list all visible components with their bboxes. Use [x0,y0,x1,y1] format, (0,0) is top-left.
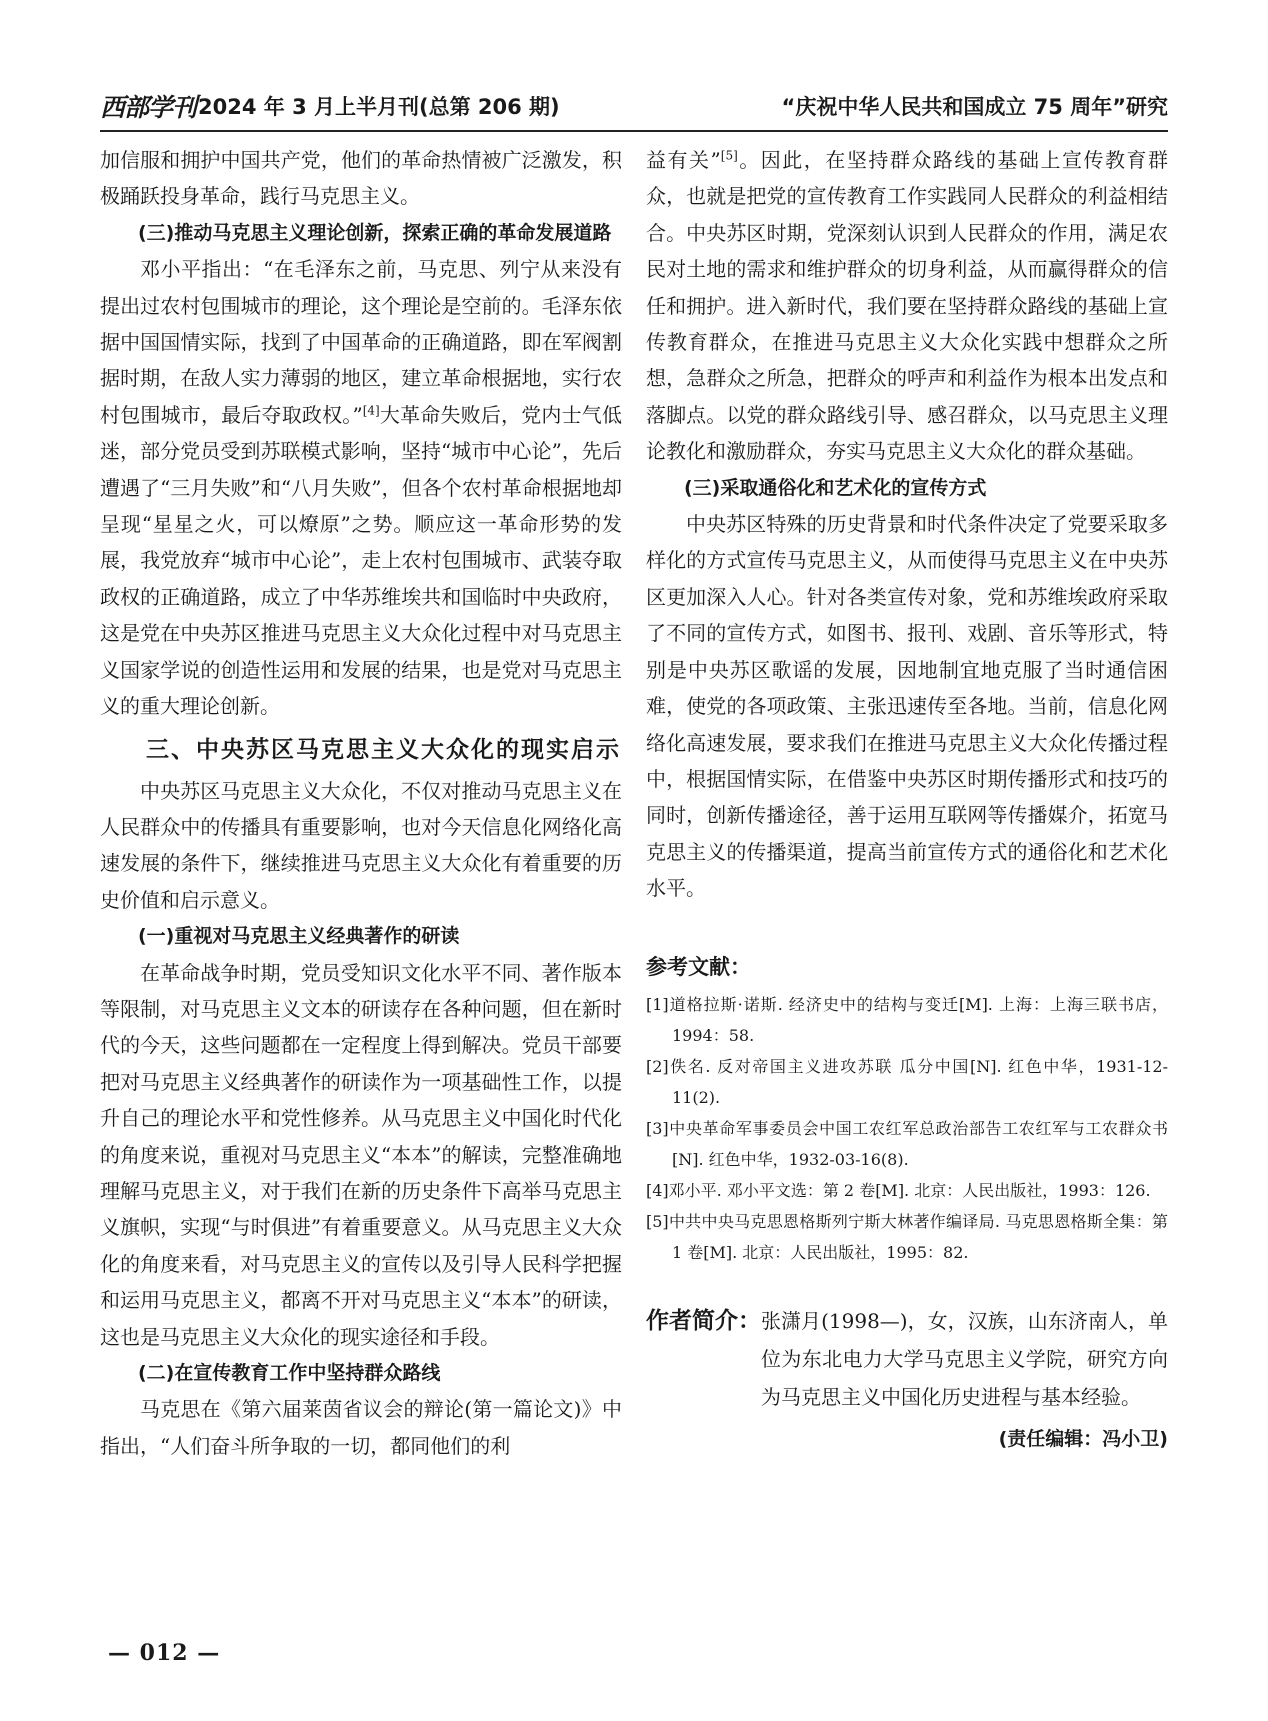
subsection-heading: (一)重视对马克思主义经典著作的研读 [138,925,460,948]
paragraph-text: 邓小平指出：“在毛泽东之前，马克思、列宁从来没有提出过农村包围城市的理论，这个理论是空前的。毛泽东依据中国国情实际，找到了中国革命的正确道路，即在军阀割据时期，在敌人实力薄弱的地区，建立革命根据地，实行农村包围城市，最后夺取政权。” [100,257,622,427]
paragraph [100,251,622,724]
reference-item: [1]道格拉斯·诺斯. 经济史中的结构与变迁[M]. 上海：上海三联书店，1994：58. [646,994,1168,1045]
section-heading: 三、中央苏区马克思主义大众化的现实启示 [146,736,621,763]
author-bio-label: 作者简介： [646,1307,761,1334]
reference-item: [5]中共中央马克思恩格斯列宁斯大林著作编译局. 马克思恩格斯全集：第 1 卷[M]. 北京：人民出版社，1995：82. [646,1211,1168,1262]
subsection-heading: (三)采取通俗化和艺术化的宣传方式 [684,476,987,499]
citation: [4] [362,403,380,418]
paragraph-text: 大革命失败后，党内士气低迷，部分党员受到苏联模式影响，坚持“城市中心论”，先后遭遇了“三月失败”和“八月失败”，但各个农村革命根据地却呈现“星星之火，可以燎原”之势。顺应这一革命形势的发展，我党放弃“城市中心论”，走上农村包围城市、武装夺取政权的正确道路，成立了中华苏维埃共和国临时中央政府，这是党在中央苏区推进马克思主义大众化过程中对马克思主义国家学说的创造性运用和发展的结果，也是党对马克思主义的重大理论创新。 [100,402,622,719]
journal-logo: 西部学刊 [100,93,197,122]
paragraph: 马克思在《第六届莱茵省议会的辩论(第一篇论文)》中指出，“人们奋斗所争取的一切，都同他们的利 [100,1397,622,1458]
page-number: — 012 — [108,1640,221,1666]
paragraph: 中央苏区特殊的历史背景和时代条件决定了党要采取多样化的方式宣传马克思主义，从而使得马克思主义在中央苏区更加深入人心。针对各类宣传对象，党和苏维埃政府采取了不同的宣传方式，如图书、报刊、戏剧、音乐等形式，特别是中央苏区歌谣的发展，因地制宜地克服了当时通信困难，使党的各项政策、主张迅速传至各地。当前，信息化网络化高速发展，要求我们在推进马克思主义大众化传播过程中，根据国情实际，在借鉴中央苏区时期传播形式和技巧的同时，创新传播途径，善于运用互联网等传播媒介，拓宽马克思主义的传播渠道，提高当前宣传方式的通俗化和艺术化水平。 [646,512,1168,901]
reference-item: [3]中央革命军事委员会中国工农红军总政治部告工农红军与工农群众书[N]. 红色中华，1932-03-16(8). [646,1118,1168,1169]
paragraph-text: 益有关” [646,148,721,172]
right-column [646,142,1168,1456]
paragraph: 在革命战争时期，党员受知识文化水平不同、著作版本等限制，对马克思主义文本的研读存在各种问题，但在新时代的今天，这些问题都在一定程度上得到解决。党员干部要把对马克思主义经典著作的研读作为一项基础性工作，以提升自己的理论水平和党性修养。从马克思主义中国化时代化的角度来说，重视对马克思主义“本本”的解读，完整准确地理解马克思主义，对于我们在新的历史条件下高举马克思主义旗帜，实现“与时俱进”有着重要意义。从马克思主义大众化的角度来看，对马克思主义的宣传以及引导人民科学把握和运用马克思主义，都离不开对马克思主义“本本”的研读，这也是马克思主义大众化的现实途径和手段。 [100,960,622,1349]
reference-item: [4]邓小平. 邓小平文选：第 2 卷[M]. 北京：人民出版社，1993：126. [646,1180,1151,1200]
header-left [100,88,560,124]
subsection-heading: (二)在宣传教育工作中坚持群众路线 [138,1362,441,1384]
issue-label: 2024 年 3 月上半月刊(总第 206 期) [198,95,560,119]
references-title: 参考文献： [646,954,751,979]
column-title: “庆祝中华人民共和国成立 75 周年”研究 [781,95,1168,119]
citation: [5] [720,148,738,163]
subsection-heading: (三)推动马克思主义理论创新，探索正确的革命发展道路 [138,221,612,244]
header-divider [100,130,1168,132]
paragraph-text: 。因此，在坚持群众路线的基础上宣传教育群众，也就是把党的宣传教育工作实践同人民群众的利益相结合。中央苏区时期，党深刻认识到人民群众的作用，满足农民对土地的需求和维护群众的切身利益，从而赢得群众的信任和拥护。进入新时代，我们要在坚持群众路线的基础上宣传教育群众，在推进马克思主义大众化实践中想群众之所想，急群众之所急，把群众的呼声和利益作为根本出发点和落脚点。以党的群众路线引导、感召群众，以马克思主义理论教化和激励群众，夯实马克思主义大众化的群众基础。 [646,148,1168,464]
left-column [100,142,622,1464]
paragraph: 加信服和拥护中国共产党，他们的革命热情被广泛激发，积极踊跃投身革命，践行马克思主义。 [100,148,622,209]
page-header [100,86,1168,126]
reference-list [646,989,1168,1268]
reference-item: [2]佚名. 反对帝国主义进攻苏联 瓜分中国[N]. 红色中华，1931-12-11(2). [646,1056,1168,1107]
author-bio-text: 张潇月(1998—)，女，汉族，山东济南人，单位为东北电力大学马克思主义学院，研究方向为马克思主义中国化历史进程与基本经验。 [761,1308,1168,1409]
paragraph [646,142,1168,470]
responsible-editor: (责任编辑：冯小卫) [998,1427,1168,1450]
author-bio [646,1302,1168,1416]
paragraph: 中央苏区马克思主义大众化，不仅对推动马克思主义在人民群众中的传播具有重要影响，也对今天信息化网络化高速发展的条件下，继续推进马克思主义大众化有着重要的历史价值和启示意义。 [100,778,622,912]
